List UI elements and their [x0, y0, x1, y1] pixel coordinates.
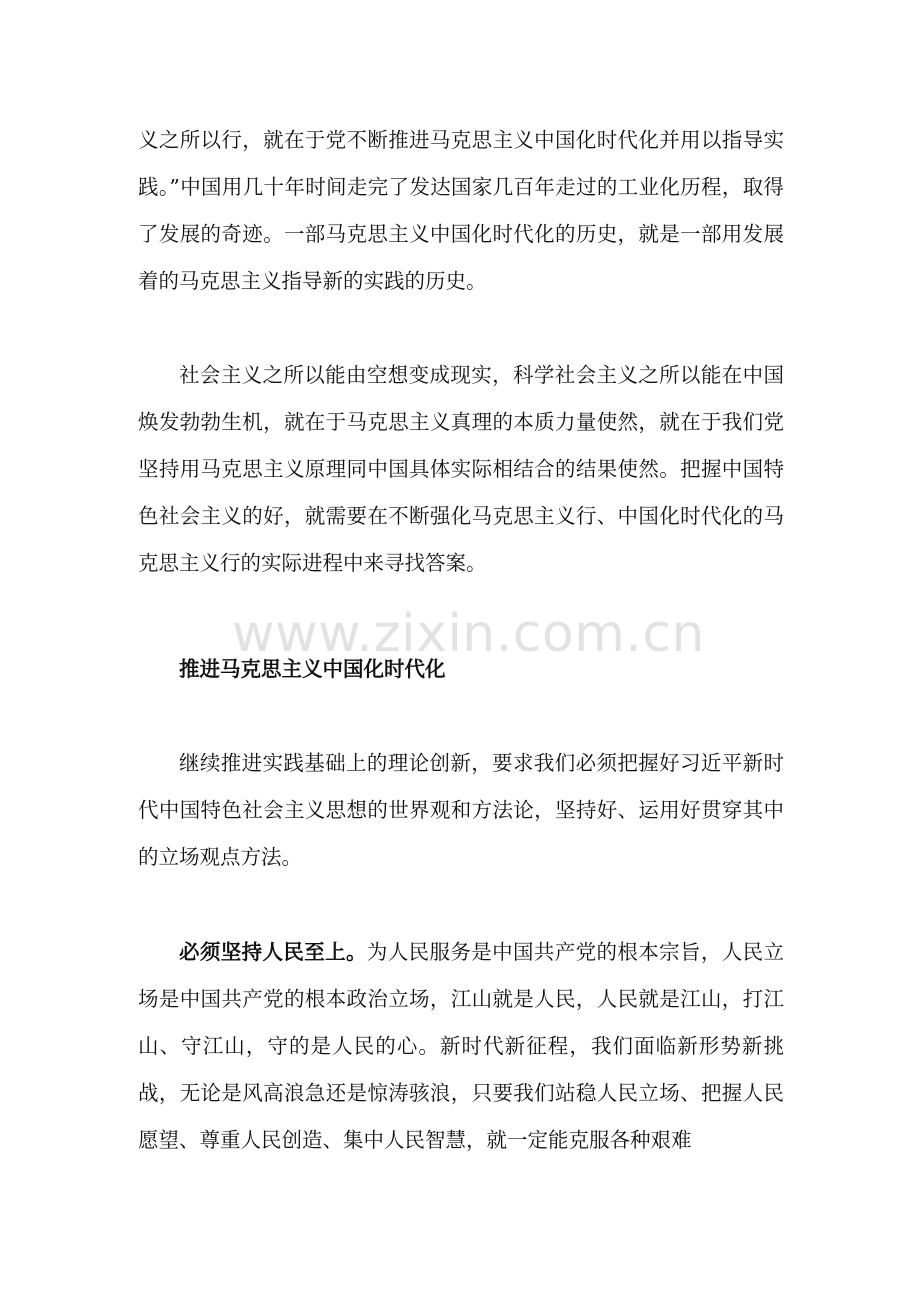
paragraph-4 — [138, 929, 784, 1164]
paragraph-4-lead: 必须坚持人民至上。 — [179, 940, 367, 964]
paragraph-1: 义之所以行，就在于党不断推进马克思主义中国化时代化并用以指导实践。”中国用几十年时间走完了发达国家几百年走过的工业化历程，取得了发展的奇迹。一部马克思主义中国化时代化的历史，就是一部用发展着的马克思主义指导新的实践的历史。 — [138, 128, 784, 293]
paragraph-3: 继续推进实践基础上的理论创新，要求我们必须把握好习近平新时代中国特色社会主义思想的世界观和方法论，坚持好、运用好贯穿其中的立场观点方法。 — [138, 751, 784, 869]
watermark: www.zixin.com.cn — [232, 604, 705, 664]
section-heading: 推进马克思主义中国化时代化 — [179, 657, 446, 681]
paragraph-2: 社会主义之所以能由空想变成现实，科学社会主义之所以能在中国焕发勃勃生机，就在于马克思主义真理的本质力量使然，就在于我们党坚持用马克思主义原理同中国具体实际相结合的结果使然。把握中国特色社会主义的好，就需要在不断强化马克思主义行、中国化时代化的马克思主义行的实际进程中来寻找答案。 — [138, 363, 784, 575]
paragraph-4-body: 为人民服务是中国共产党的根本宗旨，人民立场是中国共产党的根本政治立场，江山就是人民，人民就是江山，打江山、守江山，守的是人民的心。新时代新征程，我们面临新形势新挑战，无论是风高浪急还是惊涛骇浪，只要我们站稳人民立场、把握人民愿望、尊重人民创造、集中人民智慧，就一定能克服各种艰难 — [138, 940, 784, 1152]
